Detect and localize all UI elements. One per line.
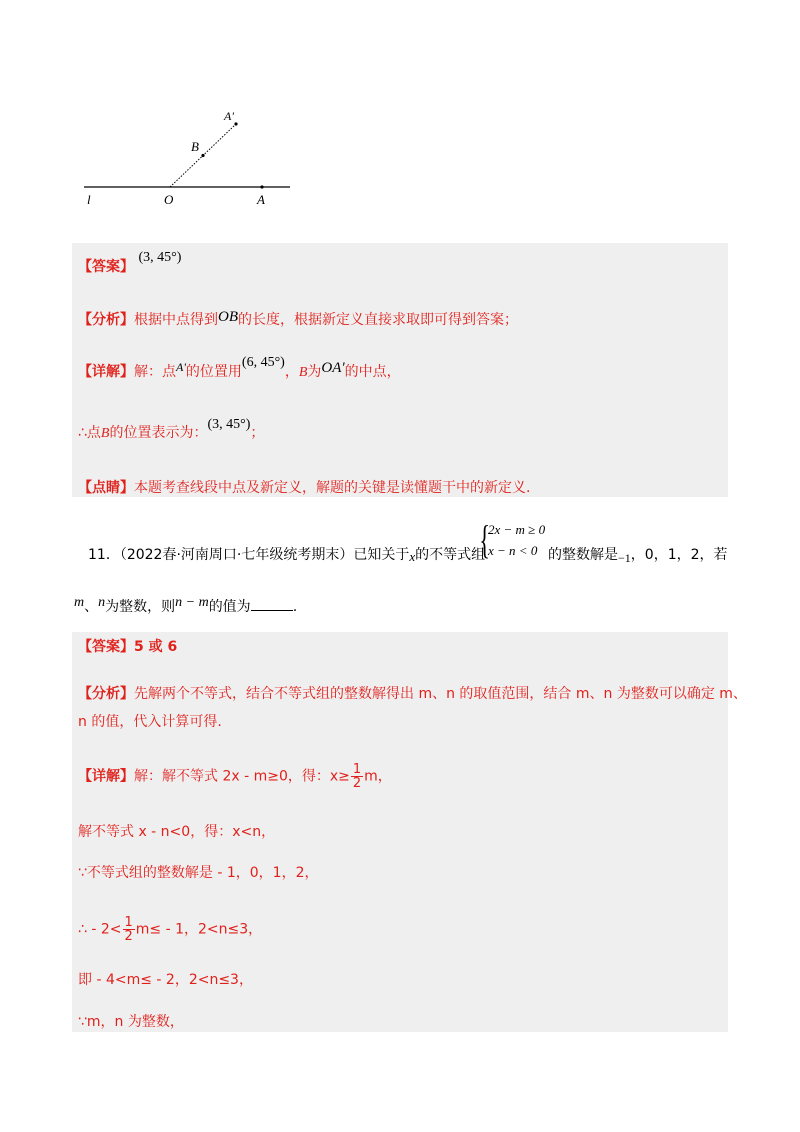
question-text: （2022春·河南周口·七年级统考期末）已知关于 bbox=[119, 547, 410, 563]
n-symbol: n bbox=[98, 595, 106, 610]
ob-symbol: OB bbox=[218, 309, 238, 325]
detail-text: 解：点 bbox=[134, 364, 176, 380]
fraction-denominator: 2 bbox=[124, 929, 133, 944]
question-text: ，0，1，2，若 bbox=[630, 547, 728, 563]
answer-tag: 【答案】 bbox=[78, 259, 134, 275]
analysis-tag: 【分析】 bbox=[78, 686, 134, 702]
comment-line-1 bbox=[78, 478, 530, 498]
detail-line-2c bbox=[78, 863, 319, 883]
detail-text: 为 bbox=[307, 364, 322, 380]
system-ineq-2: x − n < 0 bbox=[488, 543, 538, 558]
geometry-figure bbox=[0, 0, 800, 230]
n-minus-m: n − m bbox=[175, 595, 209, 610]
detail-text: 的中点， bbox=[344, 364, 401, 380]
detail-text: m， bbox=[364, 768, 392, 785]
analysis-tag: 【分析】 bbox=[78, 312, 134, 328]
fraction-numerator: 1 bbox=[124, 915, 133, 930]
detail-line-2a bbox=[78, 763, 392, 790]
analysis-text: n 的值，代入计算可得. bbox=[78, 714, 222, 730]
therefore-text: ； bbox=[250, 425, 265, 441]
question-text: 的整数解是 bbox=[548, 547, 618, 563]
answer-value: (3, 45°) bbox=[138, 250, 182, 265]
label-a-prime: A' bbox=[224, 109, 234, 123]
detail-line-2d bbox=[78, 916, 262, 943]
detail-text: 的位置用 bbox=[185, 364, 242, 380]
b-symbol: B bbox=[298, 365, 308, 380]
answer-value: 5 或 6 bbox=[134, 639, 178, 655]
detail-text: m≤ - 1，2<n≤3， bbox=[135, 921, 263, 938]
label-o: O bbox=[164, 192, 174, 207]
neg-one: −1 bbox=[618, 551, 631, 565]
x-symbol: x bbox=[409, 549, 416, 564]
label-a: A bbox=[257, 192, 265, 207]
detail-text: ∵m，n 为整数， bbox=[78, 1014, 184, 1030]
question-number: 11． bbox=[88, 547, 120, 563]
question-text: 、 bbox=[84, 599, 99, 615]
analysis-text: 先解两个不等式，结合不等式组的整数解得出 m、n 的取值范围，结合 m、n 为整数可以确定 m、 bbox=[134, 686, 747, 702]
m-symbol: m bbox=[74, 595, 85, 610]
fraction-denominator: 2 bbox=[352, 776, 362, 791]
answer-blank bbox=[251, 596, 293, 611]
answer-line-2 bbox=[78, 637, 177, 657]
question-text: 的值为 bbox=[208, 599, 251, 615]
coord-6-45: (6, 45°) bbox=[241, 355, 285, 370]
question-11-line-1b bbox=[548, 545, 728, 565]
analysis-line-1 bbox=[78, 310, 518, 330]
detail-text: 解：解不等式 2x - m≥0，得：x≥ bbox=[134, 768, 350, 785]
question-text: 的不等式组 bbox=[415, 547, 486, 563]
detail-text: ∵不等式组的整数解是 - 1，0，1，2， bbox=[78, 865, 319, 881]
detail-text: 即 - 4<m≤ - 2，2<n≤3， bbox=[78, 972, 253, 988]
a-prime-symbol: A' bbox=[176, 360, 186, 374]
analysis-line-2a bbox=[78, 684, 747, 704]
question-text: 为整数，则 bbox=[105, 599, 176, 615]
system-ineq-1: 2x − m ≥ 0 bbox=[488, 522, 546, 537]
detail-line-2f bbox=[78, 1012, 184, 1032]
point-a-prime bbox=[234, 122, 237, 125]
question-text: . bbox=[292, 599, 298, 615]
detail-line-1 bbox=[78, 355, 401, 383]
detail-text: ∴ - 2< bbox=[78, 921, 122, 938]
b-symbol: B bbox=[100, 426, 110, 441]
fraction-one-half bbox=[351, 763, 363, 790]
point-b bbox=[201, 154, 204, 157]
detail-line-2e bbox=[78, 970, 253, 990]
point-a bbox=[260, 185, 263, 188]
detail-text: 解不等式 x - n<0，得：x<n， bbox=[78, 824, 276, 840]
therefore-text: 的位置表示为： bbox=[109, 425, 208, 441]
analysis-text-a: 根据中点得到 bbox=[134, 312, 218, 328]
detail-text: ， bbox=[284, 364, 299, 380]
oa-prime-symbol: OA' bbox=[321, 360, 345, 376]
detail-tag: 【详解】 bbox=[78, 364, 134, 380]
detail-line-2b bbox=[78, 822, 275, 842]
answer-tag: 【答案】 bbox=[78, 639, 134, 655]
therefore-line-1 bbox=[78, 417, 265, 444]
system-brace: { bbox=[479, 517, 490, 562]
label-b: B bbox=[191, 139, 199, 154]
fraction-one-half bbox=[123, 916, 135, 943]
comment-tag: 【点睛】 bbox=[78, 480, 134, 496]
answer-line-1 bbox=[78, 250, 182, 278]
fraction-numerator: 1 bbox=[352, 762, 362, 777]
label-l: l bbox=[87, 192, 91, 207]
question-11-line-2 bbox=[74, 596, 297, 618]
analysis-text-b: 的长度，根据新定义直接求取即可得到答案； bbox=[238, 312, 518, 328]
detail-tag: 【详解】 bbox=[78, 768, 134, 785]
therefore-text: ∴点 bbox=[78, 425, 101, 441]
question-11-line-1 bbox=[88, 545, 485, 565]
analysis-line-2b bbox=[78, 712, 222, 732]
coord-3-45: (3, 45°) bbox=[207, 417, 251, 432]
comment-text: 本题考查线段中点及新定义，解题的关键是读懂题干中的新定义. bbox=[134, 480, 531, 496]
